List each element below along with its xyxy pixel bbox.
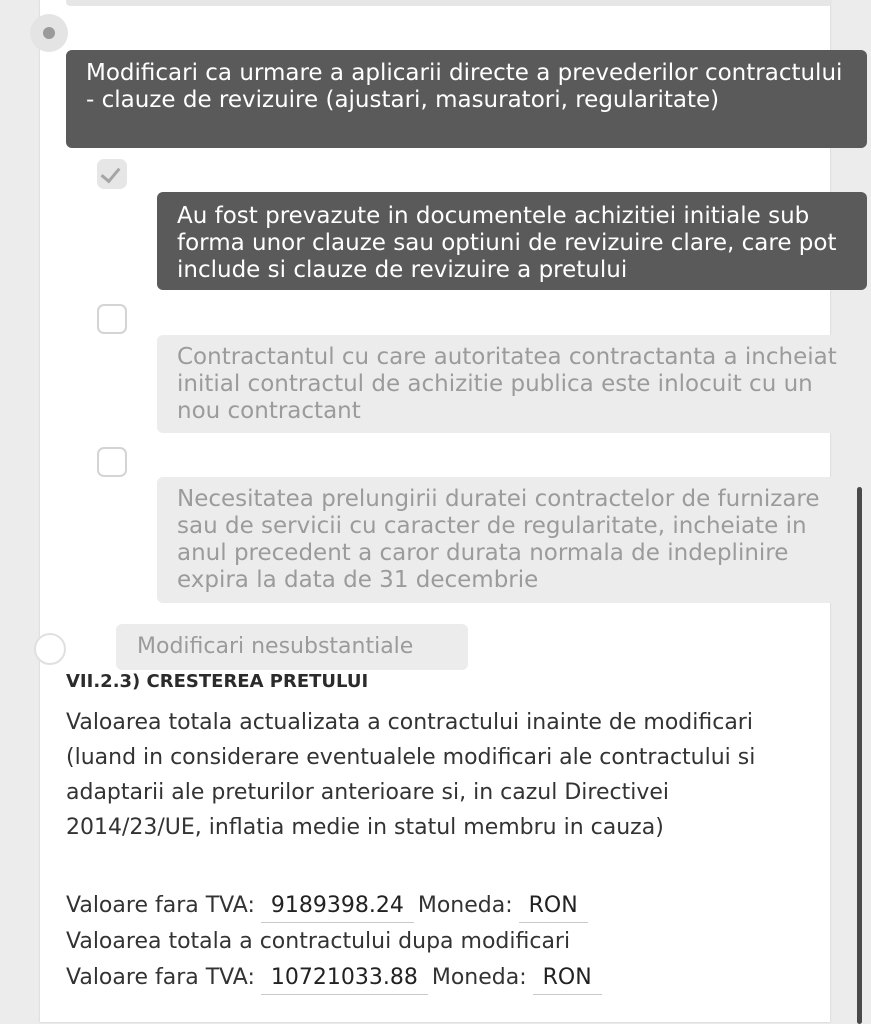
contractor-replaced-checkbox[interactable] (97, 304, 127, 334)
value-after-field[interactable]: 10721033.88 (261, 963, 428, 995)
option-label: Modificari nesubstantiale (137, 634, 414, 659)
value-before-row (66, 891, 592, 923)
section-description: Valoarea totala actualizata a contractului inainte de modificari (luand in considerare eventualele modificari ale contractului si adaptarii ale preturilor anterioare si, in cazul Directivei 2014/23/UE, inflatia medie in statul membru in cauza) (66, 710, 756, 840)
option-contractor-replaced[interactable] (157, 335, 860, 433)
scrollbar[interactable] (857, 487, 862, 1024)
option-revision-clauses[interactable] (157, 192, 867, 290)
revision-clauses-checkbox[interactable] (97, 159, 127, 189)
value-label: Valoare fara TVA: (66, 893, 255, 918)
check-icon (101, 163, 121, 184)
option-duration-extension[interactable] (157, 477, 860, 603)
currency-after-field[interactable]: RON (533, 963, 602, 995)
option-label: Modificari ca urmare a aplicarii directe a prevederilor contractului - clauze de revizuire (ajustari, masuratori, regularitate) (86, 60, 843, 113)
currency-before-field[interactable]: RON (519, 891, 588, 923)
option-label: Au fost prevazute in documentele achizitiei initiale sub forma unor clauze sau optiuni de revizuire clare, care pot include si clauze de revizuire a pretului (177, 203, 837, 283)
previous-option-edge (66, 0, 832, 6)
currency-label: Moneda: (431, 965, 527, 990)
radio-selected-dot (43, 27, 55, 39)
duration-extension-checkbox[interactable] (97, 447, 127, 477)
option-label: Contractantul cu care autoritatea contractanta a incheiat initial contractul de achizitie publica este inlocuit cu un nou contractant (177, 344, 837, 424)
option-label: Necesitatea prelungirii duratei contractelor de furnizare sau de servicii cu caracter de regularitate, incheiate in anul precedent a caror durata normala de indeplinire expira la data de 31 decembrie (177, 486, 820, 593)
value-before-field[interactable]: 9189398.24 (261, 891, 414, 923)
after-heading: Valoarea totala a contractului dupa modificari (66, 929, 571, 954)
value-after-row (66, 963, 606, 995)
non-substantial-radio[interactable] (34, 633, 66, 665)
option-non-substantial[interactable] (116, 624, 468, 670)
currency-label: Moneda: (417, 893, 513, 918)
option-direct-application-clauses[interactable] (66, 50, 867, 148)
section-title: VII.2.3) CRESTEREA PRETULUI (66, 671, 369, 692)
value-label: Valoare fara TVA: (66, 965, 255, 990)
main-option-radio[interactable] (30, 14, 68, 52)
